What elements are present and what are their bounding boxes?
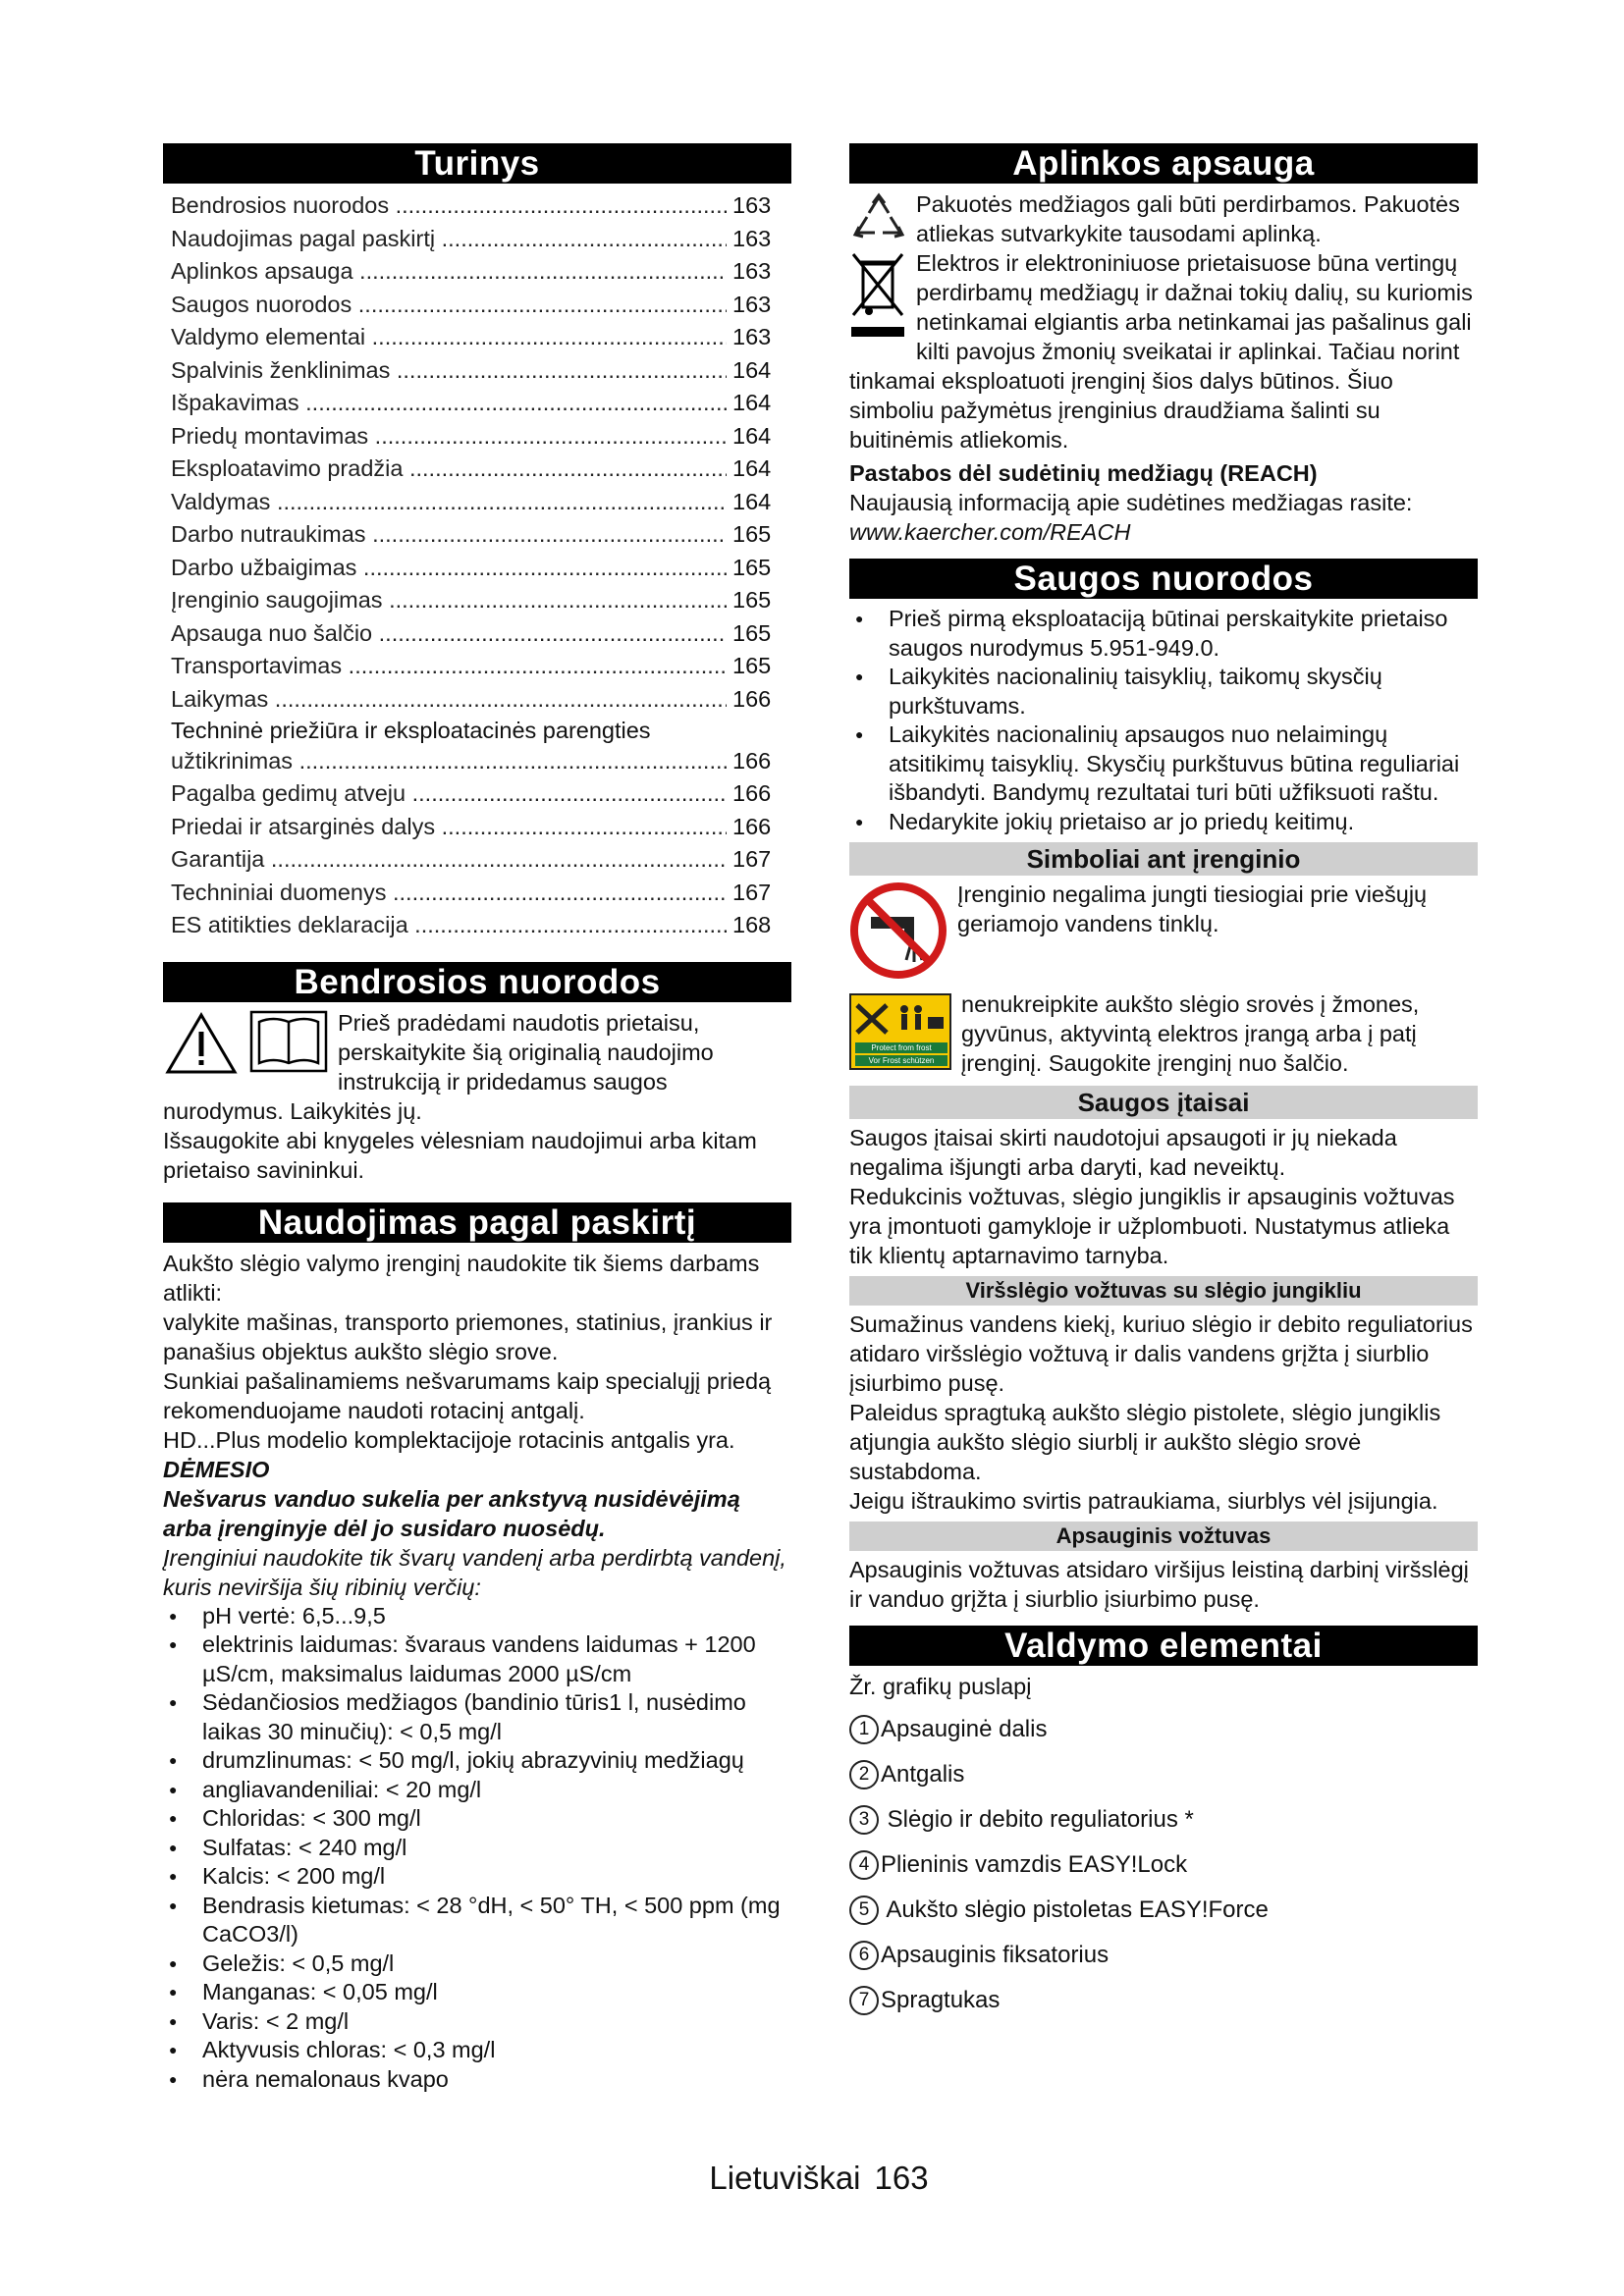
- toc-page: 166: [732, 813, 772, 839]
- safety-item: ● Prieš pirmą eksploataciją būtinai perskaitykite prietaiso saugos nurodymus 5.951-949.0.: [849, 605, 1478, 663]
- toc-item[interactable]: [163, 877, 791, 910]
- control-item: [849, 1978, 1478, 2023]
- safety-valve-heading: Apsauginis vožtuvas: [849, 1522, 1478, 1551]
- toc-page: 166: [732, 780, 772, 806]
- toc-page: 165: [732, 587, 772, 613]
- overflow-p2: Paleidus spragtuką aukšto slėgio pistolete, slėgio jungiklis atjungia aukšto slėgio siurblį ir aukšto slėgio srovė sustabdoma.: [849, 1400, 1441, 1484]
- toc-item-maintenance-cont[interactable]: [163, 745, 791, 777]
- use-p2: valykite mašinas, transporto priemones, statinius, įrankius ir panašius objektus aukšto slėgio srove.: [163, 1308, 773, 1364]
- control-number-badge: 2: [849, 1760, 879, 1789]
- safety-valve-text: Apsauginis vožtuvas atsidaro viršijus leistiną darbinį viršslėgį ir vanduo grįžta į siurblio įsiurbimo pusę.: [849, 1557, 1469, 1612]
- toc-item[interactable]: [163, 420, 791, 454]
- toc-page: 164: [732, 390, 772, 415]
- reach-url[interactable]: www.kaercher.com/REACH: [849, 519, 1131, 545]
- control-item: [849, 1797, 1478, 1842]
- page-footer: [0, 2160, 1624, 2197]
- toc-item[interactable]: [163, 189, 791, 223]
- toc-label: Valdymas .....: [171, 486, 727, 519]
- symbols-heading: Simboliai ant įrenginio: [849, 842, 1478, 876]
- controls-list: [849, 1707, 1478, 2023]
- no-spray-people-icon: [851, 997, 949, 1041]
- control-number-badge: 3: [849, 1805, 879, 1835]
- control-item: [849, 1707, 1478, 1752]
- safety-item: ● Nedarykite jokių prietaiso ar jo priedų keitimų.: [849, 808, 1478, 837]
- safety-item: ● Laikykitės nacionalinių apsaugos nuo nelaimingų atsitikimų taisyklių. Skysčių purkštuvus būtina reguliariai išbandyti. Bandymų rezultatai turi būti užfiksuoti raštu.: [849, 721, 1478, 808]
- toc-label: Aplinkos apsauga .....: [171, 255, 727, 289]
- toc-page: 166: [732, 685, 772, 712]
- toc-item[interactable]: [163, 552, 791, 585]
- toc-item[interactable]: [163, 518, 791, 552]
- section-heading-safety: Saugos nuorodos: [849, 559, 1478, 599]
- safety-item: ● Laikykitės nacionalinių taisyklių, taikomų skysčių purkštuvams.: [849, 663, 1478, 721]
- toc-label: Spalvinis ženklinimas .....: [171, 354, 727, 388]
- water-limit-item: ● Aktyvusis chloras: < 0,3 mg/l: [163, 2036, 791, 2065]
- warning-triangle-icon: [165, 1012, 238, 1075]
- control-number-badge: 4: [849, 1850, 879, 1880]
- toc-item[interactable]: [163, 289, 791, 322]
- control-number-badge: 7: [849, 1986, 879, 2015]
- water-limit-item: ● Varis: < 2 mg/l: [163, 2007, 791, 2037]
- toc-item[interactable]: [163, 617, 791, 651]
- devices-p2: Redukcinis vožtuvas, slėgio jungiklis ir apsauginis vožtuvas yra įmontuoti gamykloje ir užplombuoti. Nustatymus atlieka tik klientų aptarnavimo tarnyba.: [849, 1184, 1455, 1268]
- no-drinking-water-connection-icon: [849, 881, 947, 980]
- toc-label: Darbo nutraukimas .....: [171, 518, 727, 552]
- water-limit-item: ● angliavandeniliai: < 20 mg/l: [163, 1776, 791, 1805]
- warning-text: Nešvarus vanduo sukelia per ankstyvą nusidėvėjimą arba įrenginyje dėl jo susidaro nuosėdų.: [163, 1485, 740, 1541]
- control-item: [849, 1933, 1478, 1978]
- toc-item[interactable]: [163, 584, 791, 617]
- section-heading-environment: Aplinkos apsauga: [849, 143, 1478, 184]
- toc-label: Išpakavimas .....: [171, 387, 727, 420]
- symbol-no-drinking-water: Įrenginio negalima jungti tiesiogiai prie viešųjų geriamojo vandens tinklų.: [849, 880, 1478, 989]
- toc-list-2: [163, 777, 791, 942]
- attention-label: DĖMESIO: [163, 1456, 270, 1482]
- toc-item[interactable]: [163, 843, 791, 877]
- toc-item[interactable]: [163, 354, 791, 388]
- control-label: Apsauginis fiksatorius: [881, 1942, 1110, 1968]
- toc-page: 164: [732, 422, 772, 449]
- overflow-valve-heading: Viršslėgio vožtuvas su slėgio jungikliu: [849, 1276, 1478, 1306]
- water-limit-item: ● Manganas: < 0,05 mg/l: [163, 1978, 791, 2007]
- devices-p1: Saugos įtaisai skirti naudotojui apsaugoti ir jų niekada negalima išjungti arba daryti, kad neveiktų.: [849, 1125, 1397, 1180]
- toc-page: 163: [732, 192, 772, 218]
- control-number-badge: 5: [849, 1896, 879, 1925]
- toc-item[interactable]: [163, 811, 791, 844]
- toc-page: 165: [732, 653, 772, 678]
- control-item: [849, 1842, 1478, 1888]
- toc-label: Naudojimas pagal paskirtį .....: [171, 223, 727, 256]
- left-column: [163, 143, 791, 2094]
- use-p3: Sunkiai pašalinamiems nešvarumams kaip specialųjį priedą rekomenduojame naudoti rotacinį antgalį.: [163, 1367, 772, 1423]
- toc-page: 165: [732, 554, 772, 580]
- section-heading-general: Bendrosios nuorodos: [163, 962, 791, 1002]
- toc-label: ES atitikties deklaracija .....: [171, 909, 727, 942]
- general-keep: Išsaugokite abi knygeles vėlesniam naudojimui arba kitam prietaiso savininkui.: [163, 1127, 757, 1183]
- toc-item[interactable]: [163, 650, 791, 683]
- toc-label: Laikymas .....: [171, 683, 727, 717]
- controls-see: Žr. grafikų puslapį: [849, 1674, 1032, 1699]
- control-number-badge: 6: [849, 1941, 879, 1970]
- water-limit-item: ● Sėdančiosios medžiagos (bandinio tūris1 l, nusėdimo laikas 30 minučių): < 0,5 mg/l: [163, 1688, 791, 1746]
- water-limits-list: [163, 1602, 791, 2095]
- toc-page: 166: [732, 748, 772, 774]
- toc-label: Garantija .....: [171, 843, 727, 877]
- toc-page: 167: [732, 846, 772, 872]
- footer-page-number: 163: [874, 2160, 929, 2196]
- toc-label: Pagalba gedimų atveju .....: [171, 777, 727, 811]
- water-limit-item: ● nėra nemalonaus kvapo: [163, 2065, 791, 2095]
- toc-page: 168: [732, 912, 772, 937]
- water-limit-item: ● Bendrasis kietumas: < 28 °dH, < 50° TH, < 500 ppm (mg CaCO3/l): [163, 1892, 791, 1949]
- overflow-p3: Jeigu ištraukimo svirtis patraukiama, siurblys vėl įsijungia.: [849, 1488, 1438, 1514]
- use-p1: Aukšto slėgio valymo įrenginį naudokite tik šiems darbams atlikti:: [163, 1250, 760, 1306]
- toc-page: 163: [732, 225, 772, 251]
- toc-heading: Turinys: [163, 143, 791, 184]
- toc-label: Transportavimas .....: [171, 650, 727, 683]
- control-label: Aukšto slėgio pistoletas EASY!Force: [881, 1896, 1269, 1923]
- reach-title: Pastabos dėl sudėtinių medžiagų (REACH): [849, 460, 1318, 486]
- control-item: [849, 1888, 1478, 1933]
- overflow-p1: Sumažinus vandens kiekį, kuriuo slėgio ir debito reguliatorius atidaro viršslėgio vožtuvą ir dalis vandens grįžta į siurblio įsiurbimo pusę.: [849, 1311, 1473, 1396]
- control-label: Antgalis: [881, 1761, 965, 1788]
- right-column: [849, 143, 1478, 2023]
- section-heading-controls: Valdymo elementai: [849, 1626, 1478, 1666]
- toc-item[interactable]: [163, 777, 791, 811]
- toc-label: Priedai ir atsarginės dalys .....: [171, 811, 727, 844]
- frost-warning-sign: Protect from frost Vor Frost schützen: [849, 993, 951, 1070]
- toc-page: 163: [732, 324, 772, 349]
- toc-page: 165: [732, 619, 772, 646]
- toc-item[interactable]: [163, 486, 791, 519]
- crossed-bin-icon: [849, 250, 906, 341]
- reach-text: Naujausią informaciją apie sudėtines medžiagas rasite:: [849, 490, 1413, 515]
- toc-label: Priedų montavimas .....: [171, 420, 727, 454]
- control-label: Plieninis vamzdis EASY!Lock: [881, 1851, 1188, 1878]
- symbol-no-spray-people: Protect from frost Vor Frost schützen nenukreipkite aukšto slėgio srovės į žmones, gyvūnus, aktyvintą elektros įrangą arba į patį įrenginį. Saugokite įrenginį nuo šalčio.: [849, 989, 1478, 1080]
- water-limit-item: ● Geležis: < 0,5 mg/l: [163, 1949, 791, 1979]
- toc-page: 164: [732, 356, 772, 383]
- general-intro: Prieš pradėdami naudotis prietaisu, perskaitykite šią originalią naudojimo instrukciją ir pridedamus saugos nurodymus. Laikykitės jų.: [163, 1009, 714, 1124]
- toc-page: 164: [732, 488, 772, 514]
- water-note: Įrenginiui naudokite tik švarų vandenį arba perdirbtą vandenį, kuris neviršija šių ribinių verčių:: [163, 1544, 786, 1600]
- safety-list: [849, 605, 1478, 836]
- toc-label: Įrenginio saugojimas .....: [171, 584, 727, 617]
- water-limit-item: ● Chloridas: < 300 mg/l: [163, 1804, 791, 1834]
- toc-page: 165: [732, 521, 772, 547]
- control-label: Apsauginė dalis: [881, 1716, 1048, 1742]
- use-p4: HD...Plus modelio komplektacijoje rotacinis antgalis yra.: [163, 1426, 735, 1453]
- toc-item[interactable]: [163, 387, 791, 420]
- water-limit-item: ● pH vertė: 6,5...9,5: [163, 1602, 791, 1631]
- recycle-icon: [849, 191, 908, 248]
- toc-label: Bendrosios nuorodos .....: [171, 189, 727, 223]
- footer-language: Lietuviškai: [709, 2160, 861, 2196]
- manual-book-icon: [249, 1010, 328, 1073]
- toc-label: Eksploatavimo pradžia .....: [171, 453, 727, 486]
- water-limit-item: ● drumzlinumas: < 50 mg/l, jokių abrazyvinių medžiagų: [163, 1746, 791, 1776]
- toc-item-maintenance[interactable]: Techninė priežiūra ir eksploatacinės parengties: [171, 718, 651, 743]
- toc-label: užtikrinimas .....: [171, 745, 727, 777]
- toc-label: Saugos nuorodos .....: [171, 289, 727, 322]
- env-electro: Elektros ir elektroniniuose prietaisuose būna vertingų perdirbamų medžiagų ir dažnai tokių dalių, su kuriomis netinkamai elgiantis arba netinkamai jas pašalinus gali kilti pavojus žmonių sveikatai ir aplinkai. Tačiau norint tinkamai eksploatuoti įrenginį šios dalys būtinos. Šiuo simboliu pažymėtus įrenginius draudžiama šalinti su buitinėmis atliekomis.: [849, 250, 1473, 453]
- safety-devices-heading: Saugos įtaisai: [849, 1086, 1478, 1119]
- toc-item[interactable]: [163, 321, 791, 354]
- env-packaging: Pakuotės medžiagos gali būti perdirbamos. Pakuotės atliekas sutvarkykite tausodami aplinką.: [849, 189, 1478, 248]
- water-limit-item: ● Sulfatas: < 240 mg/l: [163, 1834, 791, 1863]
- toc-list: [163, 189, 791, 716]
- toc-page: 164: [732, 455, 772, 481]
- toc-label: Apsauga nuo šalčio .....: [171, 617, 727, 651]
- toc-label: Valdymo elementai .....: [171, 321, 727, 354]
- toc-page: 163: [732, 258, 772, 284]
- control-label: Spragtukas: [881, 1987, 1001, 2013]
- toc-item[interactable]: [163, 223, 791, 256]
- toc-label: Techniniai duomenys .....: [171, 877, 727, 910]
- water-limit-item: ● elektrinis laidumas: švaraus vandens laidumas + 1200 µS/cm, maksimalus laidumas 2000 µS/cm: [163, 1630, 791, 1688]
- toc-page: 167: [732, 879, 772, 905]
- control-number-badge: 1: [849, 1715, 879, 1744]
- section-heading-use: Naudojimas pagal paskirtį: [163, 1202, 791, 1243]
- toc-item[interactable]: [163, 255, 791, 289]
- control-item: [849, 1752, 1478, 1797]
- toc-item[interactable]: [163, 453, 791, 486]
- toc-item[interactable]: [163, 683, 791, 717]
- toc-label: Darbo užbaigimas .....: [171, 552, 727, 585]
- water-limit-item: ● Kalcis: < 200 mg/l: [163, 1862, 791, 1892]
- control-label: Slėgio ir debito reguliatorius *: [881, 1806, 1194, 1833]
- toc-item[interactable]: [163, 909, 791, 942]
- toc-page: 163: [732, 291, 772, 317]
